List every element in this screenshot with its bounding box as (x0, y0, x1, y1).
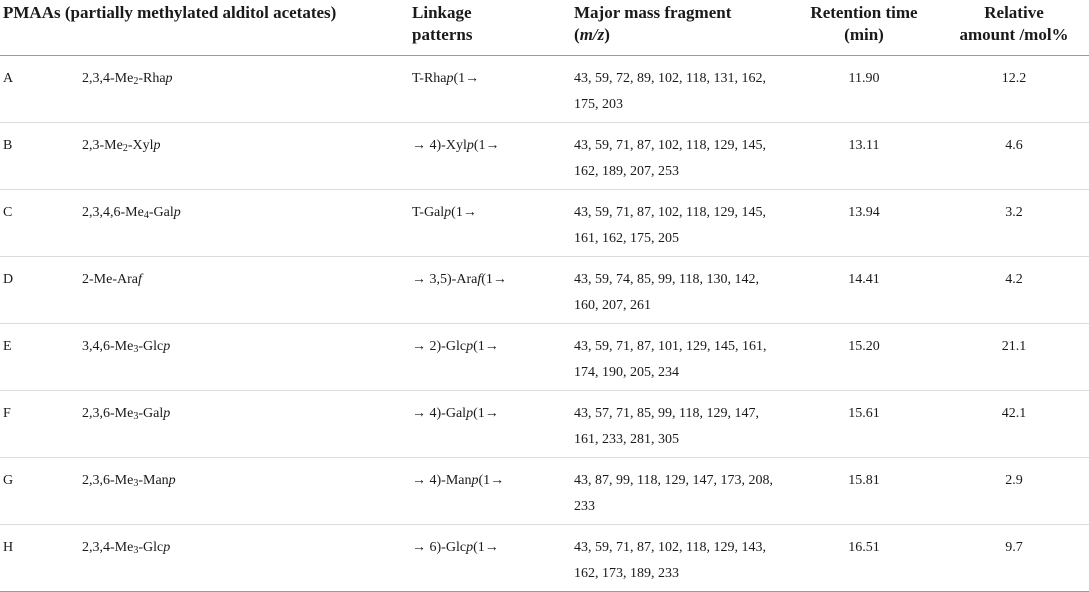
table-row (0, 56, 1089, 123)
retention-cell: 15.20 (789, 324, 939, 391)
table-row (0, 525, 1089, 592)
header-pmaa (0, 0, 412, 56)
linkage-cell: → 4)-Galp(1→ (412, 391, 574, 458)
header-pmaa-text: PMAAs (partially methylated alditol acetates) (3, 3, 337, 22)
pmaa-cell: $2,3,6-Me_3$-Galp (82, 391, 412, 458)
table-row (0, 257, 1089, 324)
relative-amount-cell: 12.2 (939, 56, 1089, 123)
row-label: E (0, 324, 82, 391)
pmaa-cell: 2-Me-Araf (82, 257, 412, 324)
header-fragment-line2: (m/z) (574, 25, 610, 44)
relative-amount-cell: 4.6 (939, 123, 1089, 190)
fragment-cell: 43, 59, 71, 87, 102, 118, 129, 145, 162, 189, 207, 253 (574, 123, 789, 190)
retention-cell: 13.11 (789, 123, 939, 190)
table-row (0, 190, 1089, 257)
linkage-cell: T-Galp(1→ (412, 190, 574, 257)
linkage-cell: → 4)-Manp(1→ (412, 458, 574, 525)
row-label: B (0, 123, 82, 190)
relative-amount-cell: 21.1 (939, 324, 1089, 391)
linkage-cell: → 2)-Glcp(1→ (412, 324, 574, 391)
pmaa-cell: $2,3,4-Me_2$-Rhap (82, 56, 412, 123)
table-row (0, 391, 1089, 458)
header-relative-line2: amount /mol% (959, 25, 1069, 44)
fragment-cell: 43, 59, 71, 87, 102, 118, 129, 145, 161, 162, 175, 205 (574, 190, 789, 257)
linkage-cell: → 6)-Glcp(1→ (412, 525, 574, 592)
retention-cell: 15.61 (789, 391, 939, 458)
pmaa-cell: $3,4,6-Me_3$-Glcp (82, 324, 412, 391)
pmaa-cell: $2,3,4-Me_3$-Glcp (82, 525, 412, 592)
header-relative-line1: Relative (984, 3, 1044, 22)
fragment-cell: 43, 87, 99, 118, 129, 147, 173, 208, 233 (574, 458, 789, 525)
table-row (0, 324, 1089, 391)
relative-amount-cell: 4.2 (939, 257, 1089, 324)
row-label: D (0, 257, 82, 324)
table-header (0, 0, 1089, 56)
retention-cell: 11.90 (789, 56, 939, 123)
pmaa-cell: $2,3,4,6-Me_4$-Galp (82, 190, 412, 257)
header-retention-line2: (min) (844, 25, 884, 44)
fragment-cell: 43, 59, 72, 89, 102, 118, 131, 162, 175, 203 (574, 56, 789, 123)
header-row (0, 0, 1089, 56)
retention-cell: 13.94 (789, 190, 939, 257)
header-linkage-line1: Linkage (412, 3, 472, 22)
table-row (0, 123, 1089, 190)
relative-amount-cell: 9.7 (939, 525, 1089, 592)
table-body (0, 56, 1089, 592)
header-fragment (574, 0, 789, 56)
pmaa-cell: $2,3-Me_2$-Xylp (82, 123, 412, 190)
header-fragment-line1: Major mass fragment (574, 3, 732, 22)
header-linkage-line2: patterns (412, 25, 473, 44)
linkage-cell: T-Rhap(1→ (412, 56, 574, 123)
header-linkage (412, 0, 574, 56)
table-row (0, 458, 1089, 525)
fragment-cell: 43, 59, 71, 87, 102, 118, 129, 143, 162, 173, 189, 233 (574, 525, 789, 592)
retention-cell: 16.51 (789, 525, 939, 592)
header-retention (789, 0, 939, 56)
relative-amount-cell: 42.1 (939, 391, 1089, 458)
pmaa-cell: $2,3,6-Me_3$-Manp (82, 458, 412, 525)
relative-amount-cell: 3.2 (939, 190, 1089, 257)
fragment-cell: 43, 59, 74, 85, 99, 118, 130, 142, 160, 207, 261 (574, 257, 789, 324)
row-label: G (0, 458, 82, 525)
retention-cell: 15.81 (789, 458, 939, 525)
row-label: C (0, 190, 82, 257)
fragment-cell: 43, 57, 71, 85, 99, 118, 129, 147, 161, 233, 281, 305 (574, 391, 789, 458)
row-label: A (0, 56, 82, 123)
row-label: H (0, 525, 82, 592)
row-label: F (0, 391, 82, 458)
header-retention-line1: Retention time (810, 3, 918, 22)
header-relative (939, 0, 1089, 56)
retention-cell: 14.41 (789, 257, 939, 324)
relative-amount-cell: 2.9 (939, 458, 1089, 525)
linkage-cell: → 3,5)-Araf(1→ (412, 257, 574, 324)
fragment-cell: 43, 59, 71, 87, 101, 129, 145, 161, 174, 190, 205, 234 (574, 324, 789, 391)
linkage-cell: → 4)-Xylp(1→ (412, 123, 574, 190)
